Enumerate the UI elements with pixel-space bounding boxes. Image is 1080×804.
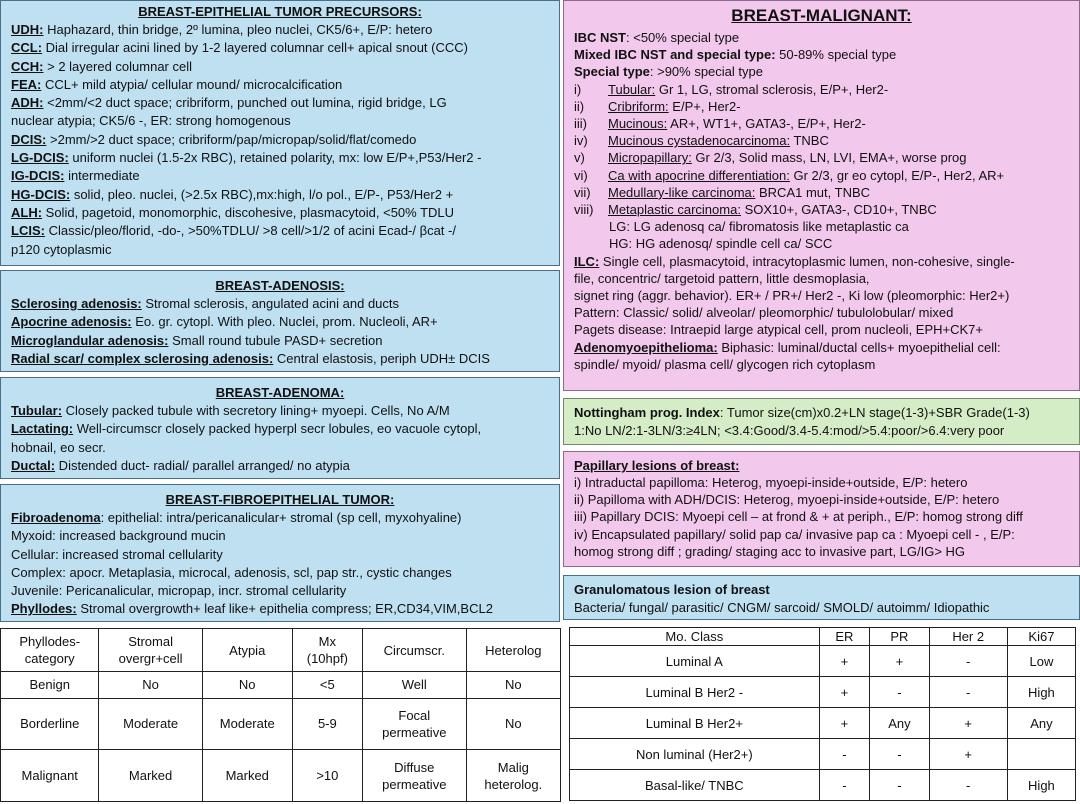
term: HG-DCIS:: [11, 186, 71, 202]
special-type-item: [564, 98, 1079, 115]
cell-text: No: [238, 677, 256, 693]
text-line: [564, 356, 1079, 373]
description: TNBC: [790, 133, 829, 149]
description: Pattern: Classic/ solid/ alveolar/ pleomorphic/ tubulolobular/ mixed: [574, 305, 954, 321]
papillary-line: ii) Papilloma with ADH/DCIS: Heterog, myoepi-inside+outside, E/P: hetero: [574, 492, 1000, 508]
table-cell: [466, 672, 560, 699]
granulomatous-text: Bacteria/ fungal/ parasitic/ CNGM/ sarcoid/ SMOLD/ autoimm/ Idiopathic: [574, 600, 990, 615]
special-type-item: [564, 149, 1079, 166]
description: hobnail, eo secr.: [11, 439, 106, 455]
description: Gr 1, LG, stromal sclerosis, E/P+, Her2-: [655, 81, 889, 97]
table-cell: Any: [1007, 708, 1075, 739]
table-cell: [292, 750, 362, 802]
table-cell: +: [870, 646, 929, 677]
item-number: v): [574, 150, 585, 166]
table-cell: -: [870, 677, 929, 708]
adenosis-panel: [0, 270, 560, 372]
text-line: [1, 527, 559, 545]
table-cell: High: [1007, 770, 1075, 801]
text-line: [1, 600, 559, 618]
description: <2mm/<2 duct space; cribriform, punched out lumina, rigid bridge, LG: [43, 95, 447, 111]
table-cell: Basal-like/ TNBC: [570, 770, 820, 801]
cell-text: No: [142, 677, 159, 693]
fibro-title: BREAST-FIBROEPITHELIAL TUMOR:: [165, 492, 395, 507]
table-row: [570, 708, 1076, 739]
description: AR+, WT1+, GATA3-, E/P+, Her2-: [667, 116, 866, 132]
cell-text: Marked: [128, 768, 173, 784]
molecular-class-table: [569, 627, 1076, 801]
description: : epithelial: intra/pericanalicular+ stromal (sp cell, myxohyaline): [100, 510, 462, 525]
malignant-title: BREAST-MALIGNANT:: [731, 6, 912, 25]
description: Pagets disease: Intraepid large atypical cell, prom nucleoli, EPH+CK7+: [574, 322, 983, 338]
description: Central elastosis, periph UDH± DCIS: [273, 350, 490, 366]
text-line: [564, 270, 1079, 287]
malignant-intro: [564, 29, 1079, 81]
papillary-line: iv) Encapsulated papillary/ solid pap ca/ invasive pap ca : Myoepi cell - , E/P:: [574, 526, 1015, 542]
term: CCL:: [11, 40, 43, 56]
cell-text: (10hpf): [306, 651, 348, 666]
table-cell: [99, 698, 202, 750]
special-type-item: [564, 81, 1079, 98]
description: Single cell, plasmacytoid, intracytoplasmic lumen, non-cohesive, single-: [599, 253, 1015, 269]
text-line: [564, 46, 1079, 63]
cell-text: Phyllodes-: [19, 634, 81, 649]
description: nuclear atypia; CK5/6 -, ER: strong homogenous: [11, 113, 291, 129]
table-cell: [1007, 739, 1075, 770]
description: >2mm/>2 duct space; cribriform/pap/micropap/solid/flat/comedo: [46, 131, 417, 147]
term: IBC NST: [574, 30, 626, 45]
text-line: [564, 287, 1079, 304]
fibro-panel: [0, 484, 560, 622]
cell-text: No: [505, 677, 522, 693]
term: Adenomyoepithelioma:: [574, 339, 718, 355]
table-row: [1, 672, 561, 699]
adenoma-lines: [1, 402, 559, 475]
table-cell: [292, 698, 362, 750]
table-cell: Non luminal (Her2+): [570, 739, 820, 770]
term: Phyllodes:: [11, 601, 77, 617]
phyllodes-table: [0, 628, 561, 802]
cell-text: 5-9: [317, 716, 337, 732]
papillary-lines: [564, 474, 1079, 560]
table-cell: +: [819, 677, 870, 708]
cell-text: Borderline: [20, 716, 80, 732]
text-line: [564, 253, 1079, 270]
description: Stromal overgrowth+ leaf like+ epithelia compress; ER,CD34,VIM,BCL2: [76, 601, 493, 617]
table-row: [570, 770, 1076, 801]
cell-text: Diffuse: [394, 759, 435, 775]
text-line: [564, 321, 1079, 338]
precursors-lines: [1, 21, 559, 259]
description: Closely packed tubule with secretory lining+ myoepi. Cells, No A/M: [62, 403, 450, 418]
table-cell: +: [819, 646, 870, 677]
table-cell: -: [819, 770, 870, 801]
fibro-lines: [1, 509, 559, 619]
text-line: [1, 582, 559, 600]
description: Dial irregular acini lined by 1-2 layered columnar cell+ apical snout (CCC): [42, 40, 468, 56]
item-number: i): [574, 81, 582, 97]
cell-text: Stromal: [128, 634, 173, 649]
description: signet ring (aggr. behavior). ER+ / PR+/ Her2 -, Ki low (pleomorphic: Her2+): [574, 288, 1010, 304]
table-cell: -: [819, 739, 870, 770]
table-row: [570, 677, 1076, 708]
description: Gr 2/3, Solid mass, LN, LVI, EMA+, worse prog: [691, 150, 967, 166]
text-line: [1, 241, 559, 259]
header-cell: ER: [819, 628, 870, 646]
granulomatous-title: Granulomatous lesion of breast: [574, 582, 770, 597]
nottingham-panel: [563, 398, 1080, 445]
papillary-line: i) Intraductal papilloma: Heterog, myoepi-inside+outside, E/P: hetero: [574, 475, 968, 490]
subtype-term: Mucinous cystadenocarcinoma:: [608, 133, 791, 149]
text-line: [1, 332, 559, 350]
description: CCL+ mild atypia/ cellular mound/ microcalcification: [41, 76, 343, 92]
special-type-item: [564, 167, 1079, 184]
subtype-term: Micropapillary:: [608, 150, 692, 166]
cell-text: Malig: [497, 759, 529, 775]
text-line: [1, 186, 559, 204]
papillary-line: homog strong diff ; grading/ staging acc to invasive part, LG/IG> HG: [574, 543, 966, 559]
header-cell: [99, 629, 202, 672]
table-cell: [362, 672, 466, 699]
header-cell: [362, 629, 466, 672]
cell-text: Well: [401, 677, 427, 693]
term: Microglandular adenosis:: [11, 332, 169, 348]
text-line: [1, 149, 559, 167]
term: Special type: [574, 64, 650, 80]
item-number: vi): [574, 167, 588, 183]
header-cell: [1, 629, 99, 672]
text-line: [1, 564, 559, 582]
term: ILC:: [574, 253, 600, 269]
table-cell: -: [929, 646, 1007, 677]
special-type-item: [564, 115, 1079, 132]
special-type-list: [564, 81, 1079, 219]
malignant-panel: [563, 0, 1080, 391]
table-cell: [1, 698, 99, 750]
description: : >90% special type: [649, 64, 763, 80]
term: IG-DCIS:: [11, 168, 65, 184]
metaplastic-subtypes: [564, 218, 1079, 252]
cell-text: Circumscr.: [383, 642, 445, 658]
nottingham-term: Nottingham prog. Index: [574, 405, 720, 420]
header-cell: PR: [870, 628, 929, 646]
description: Complex: apocr. Metaplasia, microcal, adenosis, scl, pap str., cystic changes: [11, 564, 452, 580]
header-cell: Mo. Class: [570, 628, 820, 646]
table-row: [1, 750, 561, 802]
subtype-term: Metaplastic carcinoma:: [608, 202, 741, 218]
molecular-header-row: [570, 628, 1076, 646]
table-cell: [466, 750, 560, 802]
cell-text: permeative: [382, 724, 447, 740]
term: CCH:: [11, 58, 44, 74]
cell-text: Atypia: [229, 642, 266, 658]
table-cell: +: [819, 708, 870, 739]
term: Tubular:: [11, 403, 63, 418]
special-type-item: [564, 201, 1079, 218]
term: Sclerosing adenosis:: [11, 296, 142, 311]
term: DCIS:: [11, 131, 47, 147]
table-cell: High: [1007, 677, 1075, 708]
description: Well-circumscr closely packed hyperpl secr lobules, eo vacuole cytopl,: [73, 421, 482, 437]
table-cell: -: [870, 739, 929, 770]
text-line: [1, 112, 559, 130]
cell-text: Moderate: [123, 716, 179, 732]
header-cell: [292, 629, 362, 672]
term: Ductal:: [11, 457, 56, 473]
text-line: [1, 222, 559, 240]
table-cell: [466, 698, 560, 750]
table-cell: +: [929, 739, 1007, 770]
cell-text: overgr+cell: [118, 651, 183, 666]
precursors-panel: [0, 0, 560, 266]
item-number: viii): [574, 202, 594, 218]
table-cell: -: [929, 677, 1007, 708]
term: UDH:: [11, 22, 44, 37]
text-line: [1, 21, 559, 39]
term: Radial scar/ complex sclerosing adenosis:: [11, 350, 274, 366]
table-cell: -: [929, 770, 1007, 801]
text-line: [1, 350, 559, 368]
text-line: [564, 63, 1079, 80]
cell-text: Mx: [318, 634, 337, 649]
item-number: iii): [574, 116, 587, 132]
adenosis-title: BREAST-ADENOSIS:: [215, 278, 345, 293]
phyllodes-header-row: [1, 629, 561, 672]
text-line: [1, 439, 559, 457]
table-cell: [292, 672, 362, 699]
description: Cellular: increased stromal cellularity: [11, 546, 223, 562]
granulomatous-panel: [563, 575, 1080, 620]
table-cell: Luminal A: [570, 646, 820, 677]
description: file, concentric/ targetoid pattern, little desmoplasia,: [574, 270, 870, 286]
cell-text: Moderate: [219, 716, 275, 732]
text-line: [1, 167, 559, 185]
cell-text: Heterolog: [485, 642, 542, 658]
cell-text: No: [505, 716, 522, 732]
item-number: ii): [574, 98, 585, 114]
description: SOX10+, GATA3-, CD10+, TNBC: [740, 202, 937, 218]
cell-text: category: [24, 651, 75, 666]
text-line: [1, 457, 559, 475]
subtype-term: Medullary-like carcinoma:: [608, 184, 756, 200]
description: E/P+, Her2-: [668, 98, 741, 114]
description: Eo. gr. cytopl. With pleo. Nuclei, prom. Nucleoli, AR+: [131, 314, 438, 330]
text-line: [1, 94, 559, 112]
term: Lactating:: [11, 421, 74, 437]
subtype-line: LG: LG adenosq ca/ fibromatosis like metaplastic ca: [609, 219, 909, 235]
description: 50-89% special type: [775, 47, 897, 63]
item-number: iv): [574, 133, 588, 149]
cell-text: Marked: [225, 768, 269, 784]
text-line: [564, 29, 1079, 46]
table-row: [1, 698, 561, 750]
text-line: [1, 402, 559, 420]
text-line: [1, 76, 559, 94]
header-cell: Ki67: [1007, 628, 1075, 646]
term: Fibroadenoma: [11, 510, 101, 525]
description: > 2 layered columnar cell: [43, 58, 192, 74]
text-line: [1, 546, 559, 564]
nottingham-formula: : Tumor size(cm)x0.2+LN stage(1-3)+SBR Grade(1-3): [719, 405, 1030, 420]
term: LG-DCIS:: [11, 150, 69, 166]
header-cell: [202, 629, 292, 672]
papillary-line: iii) Papillary DCIS: Myoepi cell – at frond & + at periph., E/P: homog strong diff: [574, 509, 1023, 525]
term: Apocrine adenosis:: [11, 314, 132, 330]
text-line: [1, 204, 559, 222]
table-cell: [202, 672, 292, 699]
description: Biphasic: luminal/ductal cells+ myoepithelial cell:: [717, 339, 1001, 355]
description: Myxoid: increased background mucin: [11, 528, 226, 544]
papillary-panel: [563, 451, 1080, 567]
table-cell: [99, 750, 202, 802]
table-cell: Any: [870, 708, 929, 739]
table-cell: +: [929, 708, 1007, 739]
table-cell: [1, 750, 99, 802]
precursors-title: BREAST-EPITHELIAL TUMOR PRECURSORS:: [138, 4, 422, 19]
description: spindle/ myoid/ plasma cell/ glycogen rich cytoplasm: [574, 356, 876, 372]
adenosis-lines: [1, 295, 559, 368]
description: solid, pleo. nuclei, (>2.5x RBC),mx:high, l/o pol., E/P-, P53/Her2 +: [70, 186, 454, 202]
term: LCIS:: [11, 223, 45, 239]
table-cell: [362, 698, 466, 750]
table-cell: [1, 672, 99, 699]
special-type-item: [564, 132, 1079, 149]
header-cell: [466, 629, 560, 672]
description: p120 cytoplasmic: [11, 241, 112, 257]
description: Gr 2/3, gr eo cytopl, E/P-, Her2, AR+: [789, 167, 1005, 183]
table-cell: [362, 750, 466, 802]
cell-text: >10: [316, 768, 339, 784]
text-line: [1, 131, 559, 149]
description: Solid, pagetoid, monomorphic, discohesive, plasmacytoid, <50% TDLU: [42, 204, 455, 220]
cell-text: Focal: [398, 707, 431, 723]
nottingham-line-2: 1:No LN/2:1-3LN/3:≥4LN; <3.4:Good/3.4-5.4:mod/>5.4:poor/>6.4:very poor: [574, 423, 1005, 438]
subtype-term: Mucinous:: [608, 116, 668, 132]
description: Small round tubule PASD+ secretion: [168, 332, 383, 348]
description: : <50% special type: [626, 30, 740, 45]
table-row: [570, 739, 1076, 770]
subtype-term: Tubular:: [608, 81, 656, 97]
item-number: vii): [574, 184, 591, 200]
description: Classic/pleo/florid, -do-, >50%TDLU/ >8 cell/>1/2 of acini Ecad-/ βcat -/: [44, 223, 456, 239]
text-line: [564, 304, 1079, 321]
special-type-item: [564, 184, 1079, 201]
text-line: [1, 58, 559, 76]
cell-text: heterolog.: [484, 776, 543, 792]
table-cell: Luminal B Her2+: [570, 708, 820, 739]
text-line: [1, 313, 559, 331]
term: Mixed IBC NST and special type:: [574, 47, 776, 63]
cell-text: <5: [319, 677, 335, 693]
term: FEA:: [11, 76, 42, 92]
description: Stromal sclerosis, angulated acini and ducts: [141, 296, 400, 311]
description: uniform nuclei (1.5-2x RBC), retained polarity, mx: low E/P+,P53/Her2 -: [68, 150, 482, 166]
cell-text: Malignant: [21, 768, 78, 784]
term: ALH:: [11, 204, 43, 220]
ilc-section: [564, 253, 1079, 373]
table-cell: [99, 672, 202, 699]
term: ADH:: [11, 95, 44, 111]
description: Distended duct- radial/ parallel arranged/ no atypia: [55, 457, 350, 473]
table-cell: [202, 698, 292, 750]
cell-text: permeative: [382, 776, 447, 792]
table-row: [570, 646, 1076, 677]
table-cell: [202, 750, 292, 802]
text-line: [1, 420, 559, 438]
nottingham-line-1: [564, 404, 1079, 422]
text-line: [1, 39, 559, 57]
description: BRCA1 mut, TNBC: [755, 184, 871, 200]
text-line: [1, 295, 559, 313]
papillary-title: Papillary lesions of breast:: [574, 458, 740, 473]
description: intermediate: [64, 168, 140, 184]
text-line: [564, 339, 1079, 356]
table-cell: Low: [1007, 646, 1075, 677]
text-line: [1, 509, 559, 527]
subtype-term: Ca with apocrine differentiation:: [608, 167, 790, 183]
table-cell: Luminal B Her2 -: [570, 677, 820, 708]
subtype-line: HG: HG adenosq/ spindle cell ca/ SCC: [609, 236, 833, 252]
subtype-term: Cribriform:: [608, 98, 669, 114]
header-cell: Her 2: [929, 628, 1007, 646]
cell-text: Benign: [29, 677, 70, 693]
description: Haphazard, thin bridge, 2º lumina, pleo nuclei, CK5/6+, E/P: hetero: [43, 22, 433, 37]
description: Juvenile: Pericanalicular, micropap, incr. stromal cellularity: [11, 583, 347, 599]
adenoma-title: BREAST-ADENOMA:: [215, 385, 345, 400]
table-cell: -: [870, 770, 929, 801]
adenoma-panel: [0, 377, 560, 479]
